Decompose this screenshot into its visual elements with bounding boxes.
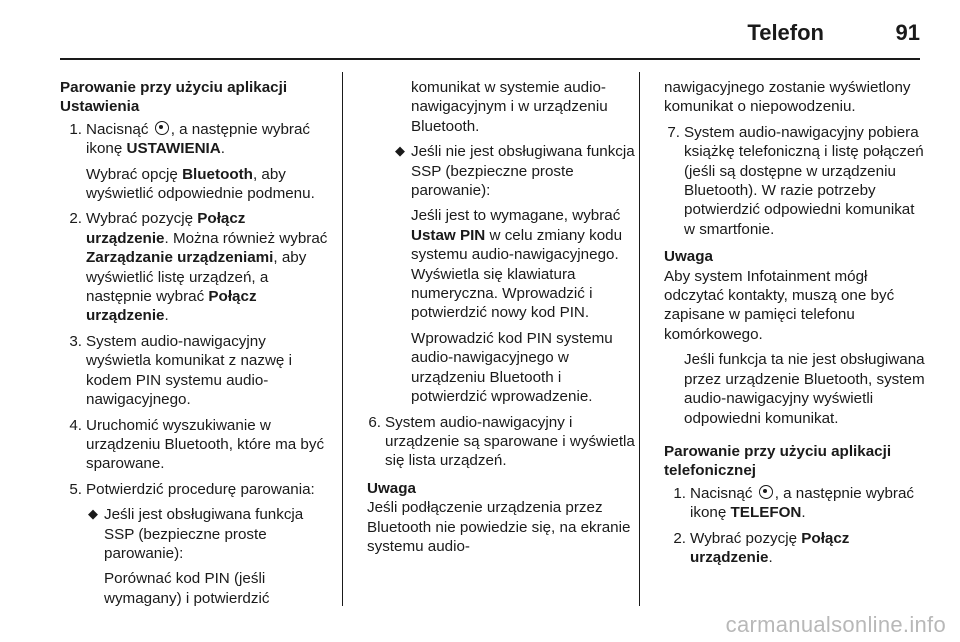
step-7: 7. System audio-nawigacyjny pobiera książkę telefoniczną i listę połączeń (jeśli są dostępne w urządzeniu Bluetooth). W razie potrzeby potwierdzić odpowiedni komunikat w smartfonie. <box>667 123 924 238</box>
page-header <box>60 10 920 58</box>
bullet-set-pin: Jeśli jest to wymagane, wybrać Ustaw PIN w celu zmiany kodu systemu audio-nawigacyjnego. Wyświetla się klawiatura numeryczna. Wprowadzić i potwierdzić nowy kod PIN. <box>411 207 623 322</box>
section-heading-phone: Parowanie przy użyciu aplikacji telefonicznej <box>664 442 892 480</box>
page-title: Telefon <box>747 20 824 45</box>
note-block-2 <box>664 247 926 344</box>
step-5-options <box>60 505 328 608</box>
column-divider-2 <box>639 72 640 606</box>
step-2: 2. Wybrać pozycję Połącz urządzenie. Można również wybrać Zarządzanie urządzeniami, aby wyświetlić listę urządzeń, a następnie wybrać Połącz urządzenie. <box>69 210 328 325</box>
bullet-list <box>367 142 635 406</box>
diamond-bullet-icon: ◆ <box>88 506 98 522</box>
note-text-2: Jeśli funkcja ta nie jest obsługiwana przez urządzenie Bluetooth, system audio-nawigacyjny wyświetli odpowiedni komunikat. <box>684 351 925 427</box>
column-2 <box>367 78 635 562</box>
step-6: 6. System audio-nawigacyjny i urządzenie są sparowane i wyświetla się lista urządzeń. <box>368 413 635 470</box>
bullet-enter-pin: Wprowadzić kod PIN systemu audio-nawigacyjnego w urządzeniu Bluetooth i potwierdzić wprowadzenie. <box>411 329 613 406</box>
note-text: Aby system Infotainment mógł odczytać kontakty, muszą one być zapisane w pamięci telefonu komórkowego. <box>664 267 895 343</box>
note-title: Uwaga <box>367 479 416 497</box>
section-heading-settings: Parowanie przy użyciu aplikacji Ustawienia <box>60 79 288 116</box>
bullet-ssp-continued: komunikat w systemie audio-nawigacyjnym i w urządzeniu Bluetooth. <box>411 79 608 135</box>
note-continued: nawigacyjnego zostanie wyświetlony komunikat o niepowodzeniu. <box>664 79 911 116</box>
diamond-bullet-icon: ◆ <box>395 143 405 159</box>
note-title: Uwaga <box>664 248 713 266</box>
phone-step-2: 2. Wybrać pozycję Połącz urządzenie. <box>673 529 850 566</box>
step-number: 1. <box>69 120 82 138</box>
column-divider-1 <box>342 72 343 606</box>
column-1 <box>60 78 328 614</box>
watermark: carmanualsonline.info <box>725 612 946 637</box>
phone-step-1: 1. Nacisnąć , a następnie wybrać ikonę TELEFON. <box>673 484 915 522</box>
page-number: 91 <box>895 20 920 45</box>
note-block <box>367 479 635 557</box>
bullet-ssp-supported-continued: Porównać kod PIN (jeśli wymagany) i potwierdzić <box>104 570 270 607</box>
step-4: 4. Uruchomić wyszukiwanie w urządzeniu Bluetooth, które ma być sparowane. <box>69 416 325 473</box>
step-5: 5. Potwierdzić procedurę parowania: <box>69 480 315 498</box>
step-1: 1. Nacisnąć , a następnie wybrać ikonę USTAWIENIA. <box>60 120 328 159</box>
note-text: Jeśli podłączenie urządzenia przez Bluetooth nie powiedzie się, na ekranie systemu audio- <box>367 499 631 555</box>
header-divider <box>60 58 920 60</box>
home-gear-icon <box>759 485 773 499</box>
settings-gear-icon <box>155 121 169 135</box>
step-1-continued: Wybrać opcję Bluetooth, aby wyświetlić odpowiednie podmenu. <box>86 165 315 203</box>
bullet-ssp-supported: ◆ Jeśli jest obsługiwana funkcja SSP (bezpieczne proste parowanie): <box>88 506 304 562</box>
bullet-ssp-not-supported: ◆ Jeśli nie jest obsługiwana funkcja SSP (bezpieczne proste parowanie): <box>395 143 635 200</box>
step-3: 3. System audio-nawigacyjny wyświetla komunikat z nazwę i kodem PIN systemu audio-nawigacyjnego. <box>69 332 292 409</box>
column-3 <box>664 78 926 573</box>
